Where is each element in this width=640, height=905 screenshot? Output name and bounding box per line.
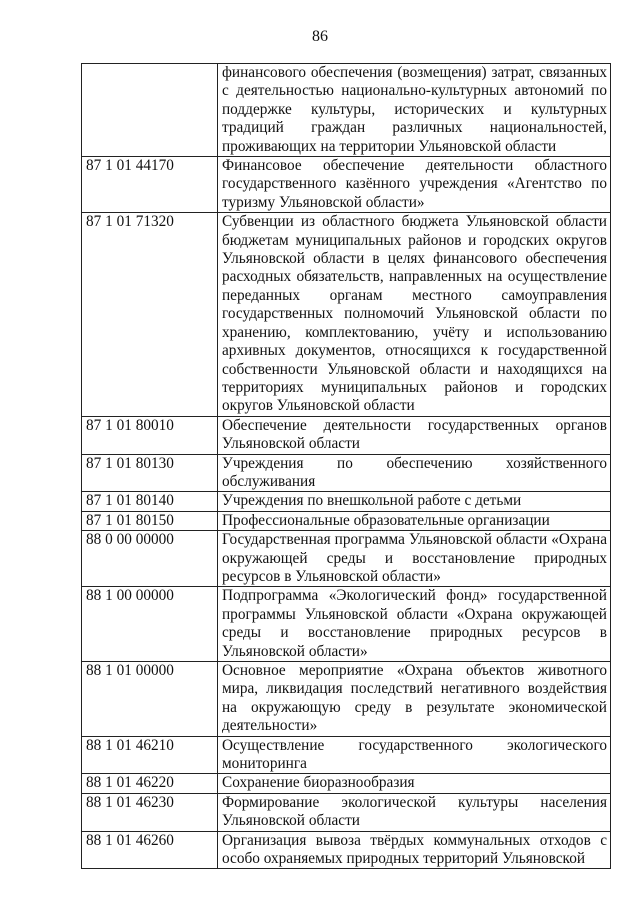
- row-description: финансового обеспечения (возмещения) затрат, связанных с деятельностью национально-культурных автономий по поддержке культуры, исторических и культурных традиций граждан различных национальностей, проживающих на территории Ульяновской области: [218, 64, 611, 157]
- row-description: Обеспечение деятельности государственных органов Ульяновской области: [218, 416, 611, 454]
- row-code: 87 1 01 80150: [82, 511, 218, 530]
- table-row: [82, 831, 611, 869]
- row-code: 87 1 01 80140: [82, 492, 218, 511]
- row-code: 88 1 00 00000: [82, 587, 218, 662]
- page-number: 86: [312, 28, 328, 45]
- row-description: Учреждения по внешкольной работе с детьми: [218, 492, 611, 511]
- table-row: [82, 793, 611, 831]
- row-code: 88 1 01 00000: [82, 662, 218, 737]
- table-row: [82, 511, 611, 530]
- row-description: Осуществление государственного экологического мониторинга: [218, 736, 611, 774]
- table-row: [82, 157, 611, 213]
- table-row: [82, 492, 611, 511]
- row-code: 87 1 01 71320: [82, 213, 218, 416]
- table-row: [82, 64, 611, 157]
- table-row: [82, 587, 611, 662]
- row-code: 88 1 01 46230: [82, 793, 218, 831]
- row-description: Финансовое обеспечение деятельности областного государственного казённого учреждения «Агентство по туризму Ульяновской области»: [218, 157, 611, 213]
- row-description: Основное мероприятие «Охрана объектов животного мира, ликвидация последствий негативного воздействия на окружающую среду в результате экономической деятельности»: [218, 662, 611, 737]
- table-row: [82, 662, 611, 737]
- row-code: 88 0 00 00000: [82, 531, 218, 587]
- row-code: 87 1 01 80010: [82, 416, 218, 454]
- table-row: [82, 736, 611, 774]
- table-row: [82, 531, 611, 587]
- row-description: Учреждения по обеспечению хозяйственного обслуживания: [218, 454, 611, 492]
- row-description: Субвенции из областного бюджета Ульяновской области бюджетам муниципальных районов и городских округов Ульяновской области в целях финансового обеспечения расходных обязательств, направленных на осуществление переданных органам местного самоуправления государственных полномочий Ульяновской области по хранению, комплектованию, учёту и использованию архивных документов, относящихся к государственной собственности Ульяновской области и находящихся на территориях муниципальных районов и городских округов Ульяновской области: [218, 213, 611, 416]
- row-description: Профессиональные образовательные организации: [218, 511, 611, 530]
- row-description: Подпрограмма «Экологический фонд» государственной программы Ульяновской области «Охрана окружающей среды и восстановление природных ресурсов в Ульяновской области»: [218, 587, 611, 662]
- budget-classification-table: [81, 63, 611, 869]
- row-code: 87 1 01 80130: [82, 454, 218, 492]
- row-description: Государственная программа Ульяновской области «Охрана окружающей среды и восстановление природных ресурсов в Ульяновской области»: [218, 531, 611, 587]
- table-row: [82, 416, 611, 454]
- row-code: [82, 64, 218, 157]
- table-row: [82, 774, 611, 793]
- table-row: [82, 454, 611, 492]
- row-code: 88 1 01 46260: [82, 831, 218, 869]
- row-code: 87 1 01 44170: [82, 157, 218, 213]
- row-description: Организация вывоза твёрдых коммунальных отходов с особо охраняемых природных территорий Ульяновской: [218, 831, 611, 869]
- row-description: Сохранение биоразнообразия: [218, 774, 611, 793]
- row-code: 88 1 01 46210: [82, 736, 218, 774]
- row-description: Формирование экологической культуры населения Ульяновской области: [218, 793, 611, 831]
- row-code: 88 1 01 46220: [82, 774, 218, 793]
- table-row: [82, 213, 611, 416]
